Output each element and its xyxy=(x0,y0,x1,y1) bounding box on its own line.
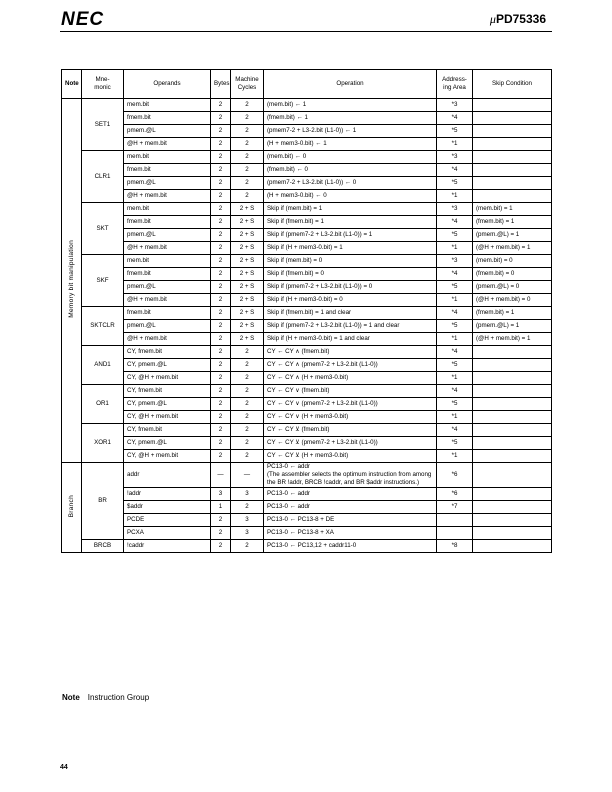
part-number xyxy=(490,12,546,27)
operands-cell: pmem.@L xyxy=(124,281,211,294)
mnemonic-cell: BRCB xyxy=(82,540,124,553)
group-label-cell xyxy=(62,463,82,553)
footnote xyxy=(62,693,149,702)
operands-cell: CY, fmem.bit xyxy=(124,385,211,398)
skip-condition-cell: (fmem.bit) = 0 xyxy=(473,268,552,281)
operands-cell: @H + mem.bit xyxy=(124,294,211,307)
addressing-area-cell: *4 xyxy=(437,307,473,320)
cycles-cell: 2 + S xyxy=(231,268,264,281)
operation-cell: (H + mem3-0.bit) ← 0 xyxy=(264,190,437,203)
table-row xyxy=(62,216,552,229)
skip-condition-cell: (fmem.bit) = 1 xyxy=(473,307,552,320)
bytes-cell: 2 xyxy=(211,333,231,346)
operation-cell: PC13-0 ← addr (The assembler selects the optimum instruction from among the BR !addr, BRCB !caddr, and BR $addr instructions.) xyxy=(264,463,437,488)
addressing-area-cell: *5 xyxy=(437,229,473,242)
operands-cell: fmem.bit xyxy=(124,164,211,177)
bytes-cell: 2 xyxy=(211,99,231,112)
bytes-cell: 2 xyxy=(211,540,231,553)
operation-cell: PC13-0 ← PC13-8 + XA xyxy=(264,527,437,540)
table-row xyxy=(62,346,552,359)
addressing-area-cell: *4 xyxy=(437,164,473,177)
cycles-cell: 2 + S xyxy=(231,320,264,333)
cycles-cell: 2 xyxy=(231,346,264,359)
cycles-cell: 2 xyxy=(231,359,264,372)
addressing-area-cell: *1 xyxy=(437,138,473,151)
table-row xyxy=(62,294,552,307)
addressing-area-cell: *8 xyxy=(437,540,473,553)
bytes-cell: 2 xyxy=(211,242,231,255)
table-row xyxy=(62,268,552,281)
operands-cell: CY, @H + mem.bit xyxy=(124,411,211,424)
skip-condition-cell xyxy=(473,501,552,514)
operation-cell: Skip if (H + mem3-0.bit) = 1 and clear xyxy=(264,333,437,346)
table-row xyxy=(62,488,552,501)
table-row xyxy=(62,190,552,203)
operation-cell: (H + mem3-0.bit) ← 1 xyxy=(264,138,437,151)
operation-cell: (pmem7-2 + L3-2.bit (L1-0)) ← 0 xyxy=(264,177,437,190)
addressing-area-cell: *5 xyxy=(437,177,473,190)
operands-cell: pmem.@L xyxy=(124,320,211,333)
skip-condition-cell xyxy=(473,346,552,359)
cycles-cell: 2 xyxy=(231,437,264,450)
cycles-cell: 2 xyxy=(231,125,264,138)
skip-condition-cell xyxy=(473,514,552,527)
operands-cell: !addr xyxy=(124,488,211,501)
table-row xyxy=(62,320,552,333)
skip-condition-cell xyxy=(473,372,552,385)
skip-condition-cell xyxy=(473,99,552,112)
operands-cell: @H + mem.bit xyxy=(124,138,211,151)
operation-cell: Skip if (fmem.bit) = 0 xyxy=(264,268,437,281)
addressing-area-cell: *4 xyxy=(437,346,473,359)
addressing-area-cell: *1 xyxy=(437,294,473,307)
operands-cell: CY, pmem.@L xyxy=(124,359,211,372)
operation-cell: Skip if (H + mem3-0.bit) = 0 xyxy=(264,294,437,307)
table-row xyxy=(62,372,552,385)
operands-cell: pmem.@L xyxy=(124,177,211,190)
operation-cell: (mem.bit) ← 1 xyxy=(264,99,437,112)
bytes-cell: 2 xyxy=(211,372,231,385)
table-header-row xyxy=(62,70,552,99)
addressing-area-cell: *4 xyxy=(437,112,473,125)
bytes-cell: 2 xyxy=(211,229,231,242)
operands-cell: PCXA xyxy=(124,527,211,540)
cycles-cell: 2 xyxy=(231,164,264,177)
cycles-cell: 3 xyxy=(231,527,264,540)
bytes-cell: 2 xyxy=(211,255,231,268)
operation-cell: CY ← CY ∨ (pmem7-2 + L3-2.bit (L1-0)) xyxy=(264,398,437,411)
cycles-cell: 2 + S xyxy=(231,281,264,294)
skip-condition-cell: (@H + mem.bit) = 1 xyxy=(473,242,552,255)
operation-cell: CY ← CY ∧ (pmem7-2 + L3-2.bit (L1-0)) xyxy=(264,359,437,372)
mnemonic-cell: CLR1 xyxy=(82,151,124,203)
addressing-area-cell: *1 xyxy=(437,411,473,424)
skip-condition-cell xyxy=(473,164,552,177)
bytes-cell: 2 xyxy=(211,294,231,307)
operation-cell: Skip if (mem.bit) = 1 xyxy=(264,203,437,216)
operation-cell: (pmem7-2 + L3-2.bit (L1-0)) ← 1 xyxy=(264,125,437,138)
mnemonic-cell: SET1 xyxy=(82,99,124,151)
operands-cell: CY, fmem.bit xyxy=(124,424,211,437)
operands-cell: CY, @H + mem.bit xyxy=(124,372,211,385)
header-cycles: Machine Cycles xyxy=(231,70,264,99)
header-mnemonic: Mne- monic xyxy=(82,70,124,99)
skip-condition-cell xyxy=(473,411,552,424)
header-operation: Operation xyxy=(264,70,437,99)
bytes-cell: 2 xyxy=(211,151,231,164)
group-label: Branch xyxy=(67,494,75,518)
mnemonic-cell: BR xyxy=(82,463,124,540)
mnemonic-cell: SKT xyxy=(82,203,124,255)
cycles-cell: 2 xyxy=(231,190,264,203)
cycles-cell: 2 xyxy=(231,411,264,424)
skip-condition-cell xyxy=(473,190,552,203)
skip-condition-cell xyxy=(473,463,552,488)
cycles-cell: 2 xyxy=(231,112,264,125)
operation-cell: (mem.bit) ← 0 xyxy=(264,151,437,164)
operands-cell: @H + mem.bit xyxy=(124,190,211,203)
header-bytes: Bytes xyxy=(211,70,231,99)
operation-cell: PC13-0 ← addr xyxy=(264,501,437,514)
bytes-cell: 2 xyxy=(211,385,231,398)
operation-cell: CY ← CY ∨ (fmem.bit) xyxy=(264,385,437,398)
bytes-cell: 2 xyxy=(211,281,231,294)
operation-cell: CY ← CY ∧ (fmem.bit) xyxy=(264,346,437,359)
addressing-area-cell: *5 xyxy=(437,437,473,450)
operands-cell: fmem.bit xyxy=(124,268,211,281)
header-skip-condition: Skip Condition xyxy=(473,70,552,99)
table-row xyxy=(62,540,552,553)
cycles-cell: 2 + S xyxy=(231,229,264,242)
bytes-cell: 2 xyxy=(211,398,231,411)
operation-cell: (fmem.bit) ← 0 xyxy=(264,164,437,177)
operation-cell: PC13-0 ← addr xyxy=(264,488,437,501)
table-row xyxy=(62,450,552,463)
operation-cell: Skip if (pmem7-2 + L3-2.bit (L1-0)) = 1 and clear xyxy=(264,320,437,333)
table-row xyxy=(62,99,552,112)
mnemonic-cell: SKTCLR xyxy=(82,307,124,346)
skip-condition-cell: (pmem.@L) = 1 xyxy=(473,320,552,333)
instruction-table xyxy=(61,69,552,553)
addressing-area-cell: *3 xyxy=(437,99,473,112)
skip-condition-cell: (mem.bit) = 0 xyxy=(473,255,552,268)
cycles-cell: 2 + S xyxy=(231,294,264,307)
part-prefix: μ xyxy=(489,12,496,26)
skip-condition-cell xyxy=(473,488,552,501)
addressing-area-cell: *1 xyxy=(437,242,473,255)
addressing-area-cell: *4 xyxy=(437,424,473,437)
skip-condition-cell: (fmem.bit) = 1 xyxy=(473,216,552,229)
bytes-cell: 2 xyxy=(211,527,231,540)
bytes-cell: 1 xyxy=(211,501,231,514)
bytes-cell: 2 xyxy=(211,424,231,437)
bytes-cell: 2 xyxy=(211,216,231,229)
skip-condition-cell: (@H + mem.bit) = 0 xyxy=(473,294,552,307)
footnote-text: Instruction Group xyxy=(87,693,150,702)
table-row xyxy=(62,242,552,255)
group-label: Memory bit manipulation xyxy=(67,240,75,318)
skip-condition-cell xyxy=(473,359,552,372)
skip-condition-cell xyxy=(473,540,552,553)
cycles-cell: 2 xyxy=(231,99,264,112)
mnemonic-cell: SKF xyxy=(82,255,124,307)
operands-cell: mem.bit xyxy=(124,151,211,164)
cycles-cell: 2 xyxy=(231,151,264,164)
operation-cell: CY ← CY ⊻ (fmem.bit) xyxy=(264,424,437,437)
skip-condition-cell: (pmem.@L) = 0 xyxy=(473,281,552,294)
operands-cell: mem.bit xyxy=(124,255,211,268)
table-row xyxy=(62,463,552,488)
bytes-cell: 2 xyxy=(211,177,231,190)
operation-cell: CY ← CY ∨ (H + mem3-0.bit) xyxy=(264,411,437,424)
mnemonic-cell: OR1 xyxy=(82,385,124,424)
operation-cell: Skip if (H + mem3-0.bit) = 1 xyxy=(264,242,437,255)
bytes-cell: 2 xyxy=(211,138,231,151)
cycles-cell: 2 xyxy=(231,450,264,463)
bytes-cell: 2 xyxy=(211,514,231,527)
cycles-cell: 2 xyxy=(231,177,264,190)
bytes-cell: 2 xyxy=(211,203,231,216)
skip-condition-cell xyxy=(473,138,552,151)
skip-condition-cell xyxy=(473,450,552,463)
table-row xyxy=(62,138,552,151)
mnemonic-cell: XOR1 xyxy=(82,424,124,463)
operation-cell: (fmem.bit) ← 1 xyxy=(264,112,437,125)
table-row xyxy=(62,501,552,514)
skip-condition-cell: (mem.bit) = 1 xyxy=(473,203,552,216)
skip-condition-cell xyxy=(473,398,552,411)
cycles-cell: 2 xyxy=(231,385,264,398)
bytes-cell: 2 xyxy=(211,190,231,203)
table-row xyxy=(62,359,552,372)
addressing-area-cell: *5 xyxy=(437,281,473,294)
table-row xyxy=(62,333,552,346)
cycles-cell: 2 xyxy=(231,501,264,514)
table-row xyxy=(62,527,552,540)
operands-cell: fmem.bit xyxy=(124,216,211,229)
addressing-area-cell: *3 xyxy=(437,151,473,164)
table-row xyxy=(62,424,552,437)
operands-cell: @H + mem.bit xyxy=(124,242,211,255)
group-label-cell xyxy=(62,99,82,463)
operation-cell: PC13-0 ← PC13,12 + caddr11-0 xyxy=(264,540,437,553)
bytes-cell: 2 xyxy=(211,268,231,281)
addressing-area-cell: *1 xyxy=(437,190,473,203)
bytes-cell: 2 xyxy=(211,437,231,450)
header-note: Note xyxy=(62,70,82,99)
addressing-area-cell: *6 xyxy=(437,488,473,501)
cycles-cell: — xyxy=(231,463,264,488)
skip-condition-cell xyxy=(473,424,552,437)
table-row xyxy=(62,125,552,138)
operands-cell: fmem.bit xyxy=(124,112,211,125)
table-row xyxy=(62,307,552,320)
table-row xyxy=(62,112,552,125)
cycles-cell: 2 + S xyxy=(231,307,264,320)
skip-condition-cell: (pmem.@L) = 1 xyxy=(473,229,552,242)
operands-cell: mem.bit xyxy=(124,99,211,112)
bytes-cell: 3 xyxy=(211,488,231,501)
bytes-cell: 2 xyxy=(211,359,231,372)
header-operands: Operands xyxy=(124,70,211,99)
bytes-cell: 2 xyxy=(211,346,231,359)
skip-condition-cell xyxy=(473,527,552,540)
cycles-cell: 2 + S xyxy=(231,333,264,346)
addressing-area-cell: *1 xyxy=(437,450,473,463)
footnote-label: Note xyxy=(62,693,80,702)
operands-cell: mem.bit xyxy=(124,203,211,216)
addressing-area-cell: *3 xyxy=(437,203,473,216)
bytes-cell: 2 xyxy=(211,411,231,424)
skip-condition-cell xyxy=(473,177,552,190)
cycles-cell: 3 xyxy=(231,514,264,527)
bytes-cell: 2 xyxy=(211,112,231,125)
bytes-cell: — xyxy=(211,463,231,488)
cycles-cell: 2 + S xyxy=(231,242,264,255)
table-row xyxy=(62,203,552,216)
operands-cell: CY, fmem.bit xyxy=(124,346,211,359)
table-row xyxy=(62,255,552,268)
addressing-area-cell: *4 xyxy=(437,385,473,398)
skip-condition-cell: (@H + mem.bit) = 1 xyxy=(473,333,552,346)
operation-cell: CY ← CY ⊻ (H + mem3-0.bit) xyxy=(264,450,437,463)
bytes-cell: 2 xyxy=(211,320,231,333)
header-addressing-area: Address- ing Area xyxy=(437,70,473,99)
addressing-area-cell: *4 xyxy=(437,268,473,281)
operands-cell: PCDE xyxy=(124,514,211,527)
operands-cell: fmem.bit xyxy=(124,307,211,320)
addressing-area-cell xyxy=(437,514,473,527)
cycles-cell: 2 xyxy=(231,424,264,437)
skip-condition-cell xyxy=(473,385,552,398)
table-row xyxy=(62,151,552,164)
part-number-text: PD75336 xyxy=(495,12,546,26)
operation-cell: CY ← CY ⊻ (pmem7-2 + L3-2.bit (L1-0)) xyxy=(264,437,437,450)
operands-cell: CY, pmem.@L xyxy=(124,437,211,450)
cycles-cell: 2 + S xyxy=(231,216,264,229)
cycles-cell: 2 xyxy=(231,540,264,553)
table-row xyxy=(62,514,552,527)
addressing-area-cell: *4 xyxy=(437,216,473,229)
operands-cell: $addr xyxy=(124,501,211,514)
addressing-area-cell: *5 xyxy=(437,359,473,372)
mnemonic-cell: AND1 xyxy=(82,346,124,385)
addressing-area-cell: *6 xyxy=(437,463,473,488)
cycles-cell: 2 + S xyxy=(231,255,264,268)
bytes-cell: 2 xyxy=(211,125,231,138)
operation-cell: Skip if (mem.bit) = 0 xyxy=(264,255,437,268)
operands-cell: addr xyxy=(124,463,211,488)
cycles-cell: 2 + S xyxy=(231,203,264,216)
operands-cell: @H + mem.bit xyxy=(124,333,211,346)
table-row xyxy=(62,229,552,242)
bytes-cell: 2 xyxy=(211,307,231,320)
operands-cell: !caddr xyxy=(124,540,211,553)
addressing-area-cell xyxy=(437,527,473,540)
addressing-area-cell: *5 xyxy=(437,125,473,138)
cycles-cell: 3 xyxy=(231,488,264,501)
operation-cell: PC13-0 ← PC13-8 + DE xyxy=(264,514,437,527)
operation-cell: Skip if (fmem.bit) = 1 and clear xyxy=(264,307,437,320)
table-row xyxy=(62,437,552,450)
skip-condition-cell xyxy=(473,151,552,164)
table-row xyxy=(62,177,552,190)
table-row xyxy=(62,411,552,424)
table-row xyxy=(62,385,552,398)
addressing-area-cell: *3 xyxy=(437,255,473,268)
page-number: 44 xyxy=(60,764,68,771)
operation-cell: CY ← CY ∧ (H + mem3-0.bit) xyxy=(264,372,437,385)
operation-cell: Skip if (fmem.bit) = 1 xyxy=(264,216,437,229)
skip-condition-cell xyxy=(473,125,552,138)
skip-condition-cell xyxy=(473,112,552,125)
table-row xyxy=(62,281,552,294)
addressing-area-cell: *7 xyxy=(437,501,473,514)
addressing-area-cell: *5 xyxy=(437,320,473,333)
skip-condition-cell xyxy=(473,437,552,450)
nec-logo: NEC xyxy=(61,9,105,30)
addressing-area-cell: *5 xyxy=(437,398,473,411)
cycles-cell: 2 xyxy=(231,138,264,151)
operands-cell: pmem.@L xyxy=(124,125,211,138)
operation-cell: Skip if (pmem7-2 + L3-2.bit (L1-0)) = 1 xyxy=(264,229,437,242)
cycles-cell: 2 xyxy=(231,398,264,411)
bytes-cell: 2 xyxy=(211,450,231,463)
table-row xyxy=(62,398,552,411)
header-rule xyxy=(60,31,552,32)
cycles-cell: 2 xyxy=(231,372,264,385)
bytes-cell: 2 xyxy=(211,164,231,177)
operands-cell: CY, pmem.@L xyxy=(124,398,211,411)
table-row xyxy=(62,164,552,177)
operands-cell: CY, @H + mem.bit xyxy=(124,450,211,463)
operation-cell: Skip if (pmem7-2 + L3-2.bit (L1-0)) = 0 xyxy=(264,281,437,294)
addressing-area-cell: *1 xyxy=(437,333,473,346)
operands-cell: pmem.@L xyxy=(124,229,211,242)
addressing-area-cell: *1 xyxy=(437,372,473,385)
